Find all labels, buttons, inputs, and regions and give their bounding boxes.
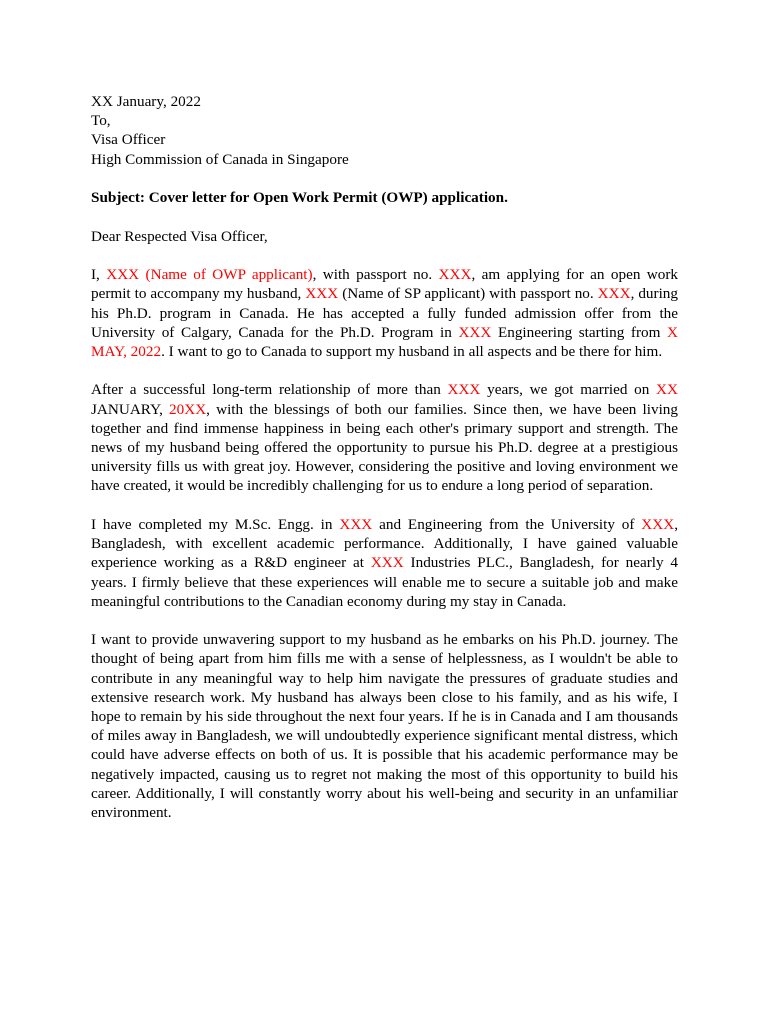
body-text: and Engineering from the University of xyxy=(372,515,642,533)
paragraph-2 xyxy=(91,380,678,495)
body-text: I, xyxy=(91,266,107,284)
placeholder-text: XXX xyxy=(447,381,481,399)
body-text: , am applying for an open work permit to accompany my husband, xyxy=(91,266,679,303)
placeholder-text: XXX xyxy=(339,515,373,533)
placeholder-text: XXX xyxy=(305,285,339,303)
spacer xyxy=(91,496,678,515)
placeholder-text: XXX xyxy=(370,554,404,572)
letter-date: XX January, 2022 xyxy=(91,93,201,110)
recipient-title: Visa Officer xyxy=(91,131,166,149)
body-text: JANUARY, xyxy=(91,400,170,418)
spacer xyxy=(91,246,678,265)
body-text: , with passport no. xyxy=(312,266,439,284)
placeholder-text: XX xyxy=(656,381,678,399)
to-line: To, xyxy=(91,112,111,130)
body-text: Industries PLC., Bangladesh, for nearly 4 years. I firmly believe that these experiences will enable me to secure a suitable job and make meaningful contributions to the Canadian economy during my stay in Canada. xyxy=(91,554,679,610)
placeholder-text: 20XX xyxy=(169,400,207,418)
placeholder-text: X MAY, 2022 xyxy=(91,323,678,360)
paragraph-1 xyxy=(91,265,678,361)
paragraph-4 xyxy=(91,630,678,822)
spacer xyxy=(91,361,678,380)
body-text: Engineering starting from xyxy=(491,323,668,341)
salutation: Dear Respected Visa Officer, xyxy=(91,227,268,245)
body-text: I want to provide unwavering support to my husband as he embarks on his Ph.D. journey. The thought of being apart from him fills me with a sense of helplessness, as I wouldn't be able to contribute in any meaningful way to help him navigate the pressures of graduate studies and extensive research work. My husband has always been close to his family, and as his wife, I hope to remain by his side throughout the next four years. If he is in Canada and I am thousands of miles away in Bangladesh, we will undoubtedly experience significant mental distress, which could have adverse effects on both of us. It is possible that his academic performance may be negatively impacted, causing us to regret not making the most of this opportunity to build his career. Additionally, I will constantly worry about his well-being and security in an unfamiliar environment. xyxy=(91,631,678,822)
spacer xyxy=(91,169,678,188)
paragraph-3 xyxy=(91,515,678,611)
body-text: . I want to go to Canada to support my husband in all aspects and be there for him. xyxy=(161,342,663,360)
spacer xyxy=(91,207,678,226)
body-text: years, we got married on xyxy=(480,381,657,399)
placeholder-text: XXX (Name of OWP applicant) xyxy=(106,266,313,284)
placeholder-text: XXX xyxy=(597,285,631,303)
body-text: , with the blessings of both our families. Since then, we have been living together and find immense happiness in being each other's primary support and strength. The news of my husband being offered the opportunity to pursue his Ph.D. degree at a prestigious university fills us with great joy. However, considering the positive and loving environment we have created, it would be incredibly challenging for us to endure a long period of separation. xyxy=(91,400,678,495)
spacer xyxy=(91,611,678,630)
subject-line: Subject: Cover letter for Open Work Permit (OWP) application. xyxy=(91,189,508,207)
body-text: I have completed my M.Sc. Engg. in xyxy=(91,515,340,533)
body-text: (Name of SP applicant) with passport no. xyxy=(338,285,598,303)
body-text: , Bangladesh, with excellent academic performance. Additionally, I have gained valuable experience working as a R&D engineer at xyxy=(91,515,678,572)
body-text: After a successful long-term relationship of more than xyxy=(91,381,448,399)
placeholder-text: XXX xyxy=(458,323,492,341)
body-text: , during his Ph.D. program in Canada. He has accepted a fully funded admission offer from the University of Calgary, Canada for the Ph.D. Program in xyxy=(91,285,678,341)
placeholder-text: XXX xyxy=(438,266,472,284)
recipient-organization: High Commission of Canada in Singapore xyxy=(91,150,349,168)
placeholder-text: XXX xyxy=(641,515,675,533)
